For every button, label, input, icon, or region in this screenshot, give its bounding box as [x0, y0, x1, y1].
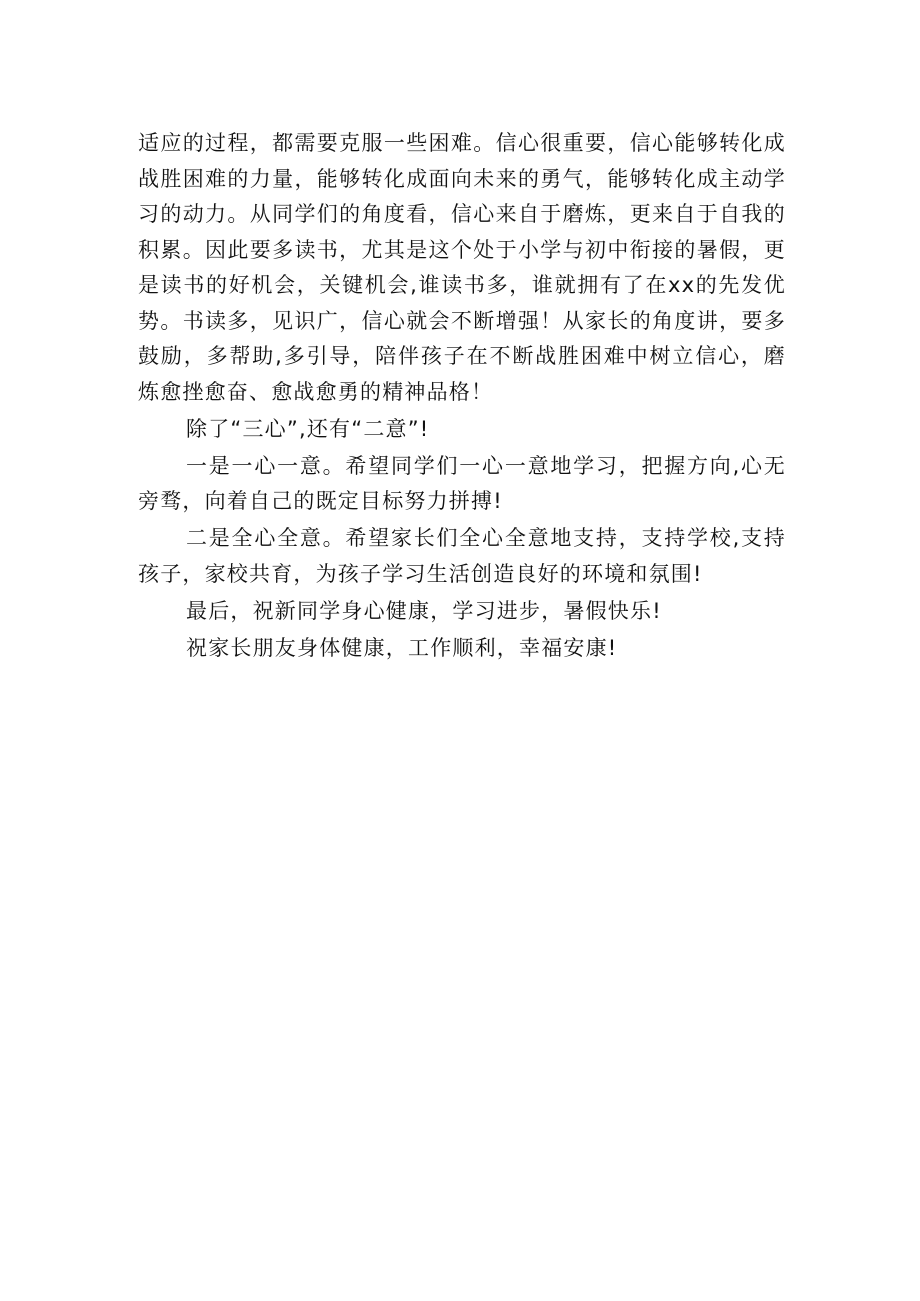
paragraph-wholehearted-study: 一是一心一意。希望同学们一心一意地学习，把握方向,心无旁骛，向着自己的既定目标努力拼搏!	[138, 453, 786, 513]
paragraph-wishes-parents: 祝家长朋友身体健康，工作顺利，幸福安康!	[186, 635, 618, 660]
paragraph-wholehearted-support: 二是全心全意。希望家长们全心全意地支持，支持学校,支持孩子，家校共育，为孩子学习生活创造良好的环境和氛围!	[138, 526, 786, 586]
paragraph-two-intentions: 除了“三心”,还有“二意”!	[186, 416, 430, 441]
paragraph-confidence: 适应的过程，都需要克服一些困难。信心很重要，信心能够转化成战胜困难的力量，能够转化成面向未来的勇气，能够转化成主动学习的动力。从同学们的角度看，信心来自于磨炼，更来自于自我的积累。因此要多读书，尤其是这个处于小学与初中衔接的暑假，更是读书的好机会，关键机会,谁读书多，谁就拥有了在xx的先发优势。书读多，见识广，信心就会不断增强！从家长的角度讲，要多鼓励，多帮助,多引导，陪伴孩子在不断战胜困难中树立信心，磨炼愈挫愈奋、愈战愈勇的精神品格！	[138, 131, 786, 404]
document-body	[138, 126, 786, 666]
paragraph-wishes-students: 最后，祝新同学身心健康，学习进步，暑假快乐!	[186, 598, 662, 623]
